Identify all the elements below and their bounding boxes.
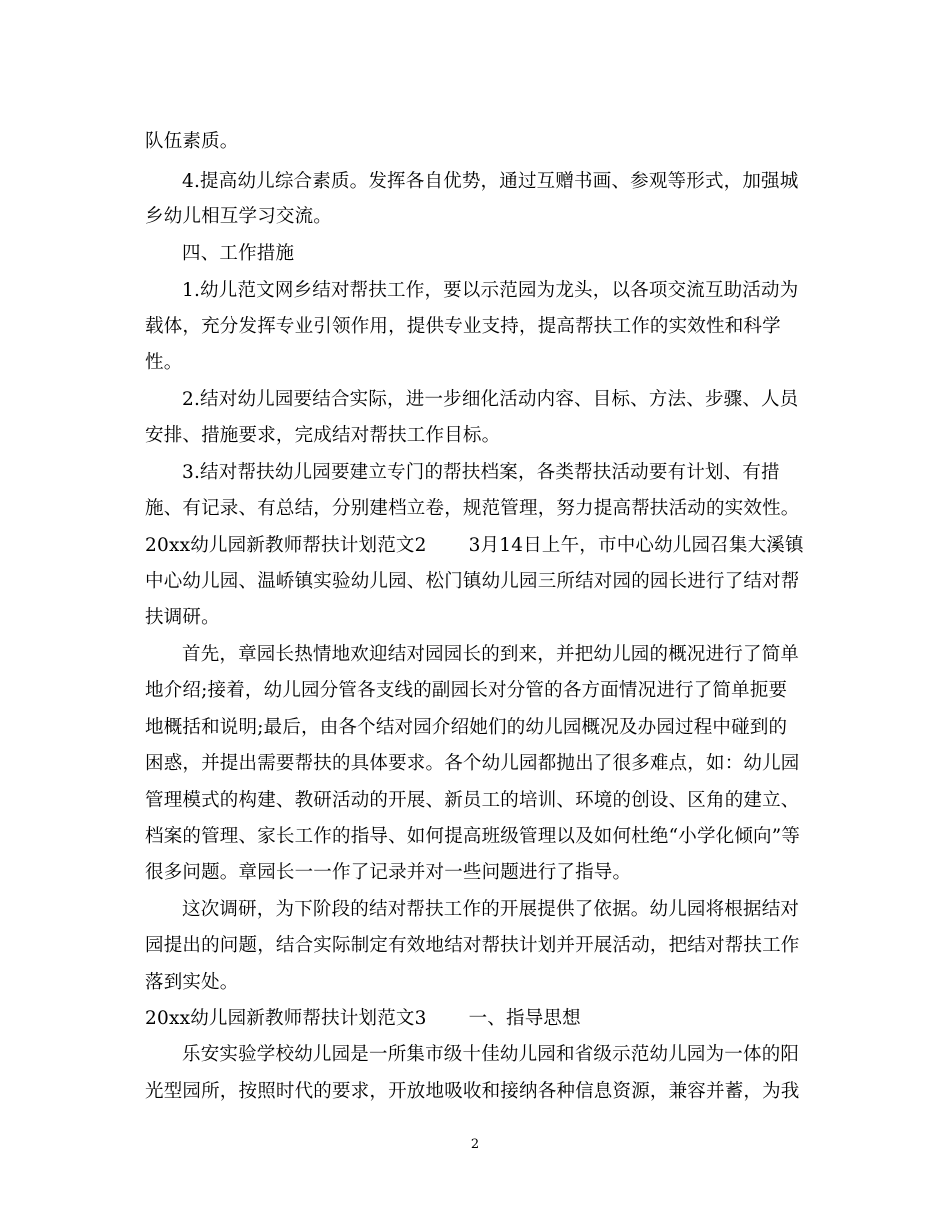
text-line: 管理模式的构建、教研活动的开展、新员工的培训、环境的创设、区角的建立、 <box>145 790 800 811</box>
text-line: 性。 <box>145 352 183 373</box>
text-line: 安排、措施要求，完成结对帮扶工作目标。 <box>145 425 501 446</box>
text-line: 首先，章园长热情地欢迎结对园园长的到来，并把幼儿园的概况进行了简单 <box>182 644 800 665</box>
text-line: 地介绍;接着，幼儿园分管各支线的副园长对分管的各方面情况进行了简单扼要 <box>145 680 788 701</box>
text-line: 落到实处。 <box>145 972 239 993</box>
text-line: 队伍素质。 <box>145 131 239 152</box>
section-title: 20xx幼儿园新教师帮扶计划范文2 <box>145 535 427 556</box>
text-line: 乐安实验学校幼儿园是一所集市级十佳幼儿园和省级示范幼儿园为一体的阳 <box>182 1044 800 1065</box>
section-heading: 四、工作措施 <box>182 243 295 264</box>
text-line: 光型园所，按照时代的要求，开放地吸收和接纳各种信息资源，兼容并蓄，为我 <box>145 1081 800 1102</box>
text-line: 施、有记录、有总结，分别建档立卷，规范管理，努力提高帮扶活动的实效性。 <box>145 498 800 519</box>
text-line: 3.结对帮扶幼儿园要建立专门的帮扶档案，各类帮扶活动要有计划、有措 <box>182 462 780 483</box>
text-line: 2.结对幼儿园要结合实际，进一步细化活动内容、目标、方法、步骤、人员 <box>182 389 799 410</box>
text-line: 地概括和说明;最后，由各个结对园介绍她们的幼儿园概况及办园过程中碰到的 <box>145 717 788 738</box>
section-title: 20xx幼儿园新教师帮扶计划范文3 <box>145 1008 427 1029</box>
section-title-line <box>145 1007 581 1031</box>
text-line: 1.幼儿范文网乡结对帮扶工作，要以示范园为龙头，以各项交流互助活动为 <box>182 280 799 301</box>
section-title-line <box>145 534 804 558</box>
text-line: 困惑，并提出需要帮扶的具体要求。各个幼儿园都抛出了很多难点，如：幼儿园 <box>145 753 800 774</box>
text-line: 档案的管理、家长工作的指导、如何提高班级管理以及如何杜绝“小学化倾向”等 <box>145 826 801 847</box>
text-inline: 3月14日上午，市中心幼儿园召集大溪镇 <box>468 535 804 556</box>
text-line: 扶调研。 <box>145 607 220 628</box>
page-number: 2 <box>470 1137 480 1152</box>
text-line: 园提出的问题，结合实际制定有效地结对帮扶计划并开展活动，把结对帮扶工作 <box>145 935 800 956</box>
text-line: 乡幼儿相互学习交流。 <box>145 206 333 227</box>
text-line: 这次调研，为下阶段的结对帮扶工作的开展提供了依据。幼儿园将根据结对 <box>182 899 800 920</box>
text-line: 4.提高幼儿综合素质。发挥各自优势，通过互赠书画、参观等形式，加强城 <box>182 171 799 192</box>
text-line: 载体，充分发挥专业引领作用，提供专业支持，提高帮扶工作的实效性和科学 <box>145 316 781 337</box>
text-line: 中心幼儿园、温峤镇实验幼儿园、松门镇幼儿园三所结对园的园长进行了结对帮 <box>145 571 800 592</box>
text-line: 很多问题。章园长一一作了记录并对一些问题进行了指导。 <box>145 862 632 883</box>
section-heading: 一、指导思想 <box>468 1008 581 1029</box>
